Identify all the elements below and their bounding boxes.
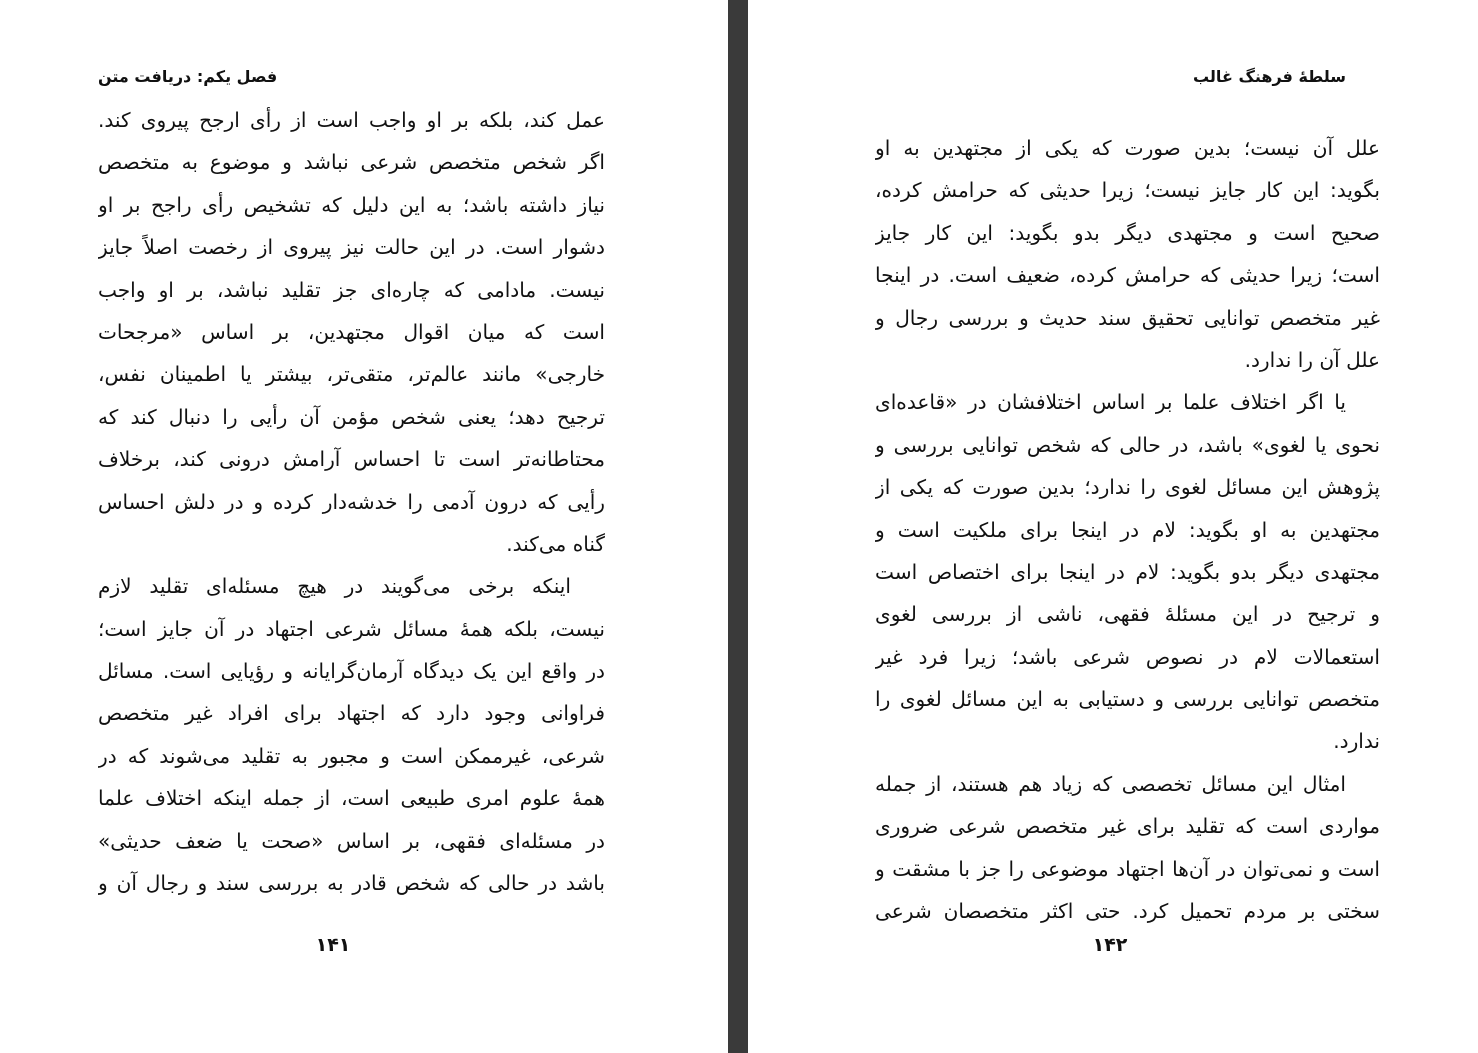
paragraph xyxy=(98,99,605,565)
text-line: ترجیح دهد؛ یعنی شخص مؤمن آن رأیی را دنبال کند که xyxy=(98,404,605,429)
paragraph xyxy=(875,127,1380,381)
left-page xyxy=(0,0,728,1053)
paragraph xyxy=(98,565,605,904)
text-line: خارجی» مانند عالم‌تر، متقی‌تر، بیشتر یا اطمینان نفس، xyxy=(98,362,605,387)
running-header: سلطۀ فرهنگ غالب xyxy=(1192,67,1346,86)
text-line: سختی بر مردم تحمیل کرد. حتی اکثر متخصصان شرعی xyxy=(875,899,1380,924)
text-line: پژوهش این مسائل لغوی را ندارد؛ بدین صورت که یکی از xyxy=(875,475,1380,500)
text-line: مجتهدین به او بگوید: لام در اینجا برای ملکیت است و xyxy=(875,517,1380,542)
text-line: مواردی است که تقلید برای غیر متخصص شرعی ضروری xyxy=(875,814,1380,839)
text-line: نیاز داشته باشد؛ به این دلیل که تشخیص رأی راجح بر او xyxy=(98,192,605,217)
paragraph xyxy=(875,763,1380,933)
page-gutter xyxy=(728,0,748,1053)
text-line: استعمالات لام در نصوص شرعی باشد؛ زیرا فرد غیر xyxy=(875,644,1380,669)
text-line: ندارد. xyxy=(1333,729,1380,754)
text-line: گناه می‌کند. xyxy=(506,531,605,556)
text-line: دشوار است. در این حالت نیز پیروی از رخصت اصلاً جایز xyxy=(98,235,605,260)
text-line: عمل کند، بلکه بر او واجب است از رأی ارجح پیروی کند. xyxy=(98,108,605,132)
text-line: در مسئله‌ای فقهی، بر اساس «صحت یا ضعف حدیثی» xyxy=(98,828,605,853)
text-line: علل آن نیست؛ بدین صورت که یکی از مجتهدین به او xyxy=(875,136,1380,160)
text-line: نحوی یا لغوی» باشد، در حالی که شخص توانایی بررسی و xyxy=(875,432,1380,457)
text-line: شرعی، غیرممکن است و مجبور به تقلید می‌شوند که در xyxy=(98,743,605,768)
text-line: فراوانی وجود دارد که اجتهاد برای افراد غیر متخصص xyxy=(98,701,605,726)
text-line: بگوید: این کار جایز نیست؛ زیرا حدیثی که حرامش کرده، xyxy=(875,178,1380,203)
text-line: اگر شخص متخصص شرعی نباشد و موضوع به متخصص xyxy=(98,150,605,175)
text-line: صحیح است و مجتهدی دیگر بدو بگوید: این کار جایز xyxy=(875,220,1380,245)
text-line: محتاطانه‌تر است تا احساس آرامش درونی کند، برخلاف xyxy=(98,447,605,472)
text-line: متخصص توانایی بررسی و دستیابی به این مسائل لغوی را xyxy=(875,687,1380,712)
running-header: فصل یکم: دریافت متن xyxy=(98,67,278,86)
text-line: علل آن را ندارد. xyxy=(1244,347,1380,372)
text-line: است و نمی‌توان در آن‌ها اجتهاد موضوعی را جز با مشقت و xyxy=(875,856,1380,881)
page-number: ۱۴۱ xyxy=(315,934,351,956)
text-line: اینکه برخی می‌گویند در هیچ مسئله‌ای تقلید لازم xyxy=(98,574,571,599)
text-line: مجتهدی دیگر بدو بگوید: لام در اینجا برای اختصاص است xyxy=(875,559,1380,584)
page-number: ۱۴۲ xyxy=(1092,934,1128,956)
text-line: یا اگر اختلاف علما بر اساس اختلافشان در «قاعده‌ای xyxy=(875,390,1346,415)
text-line: امثال این مسائل تخصصی که زیاد هم هستند، از جمله xyxy=(875,771,1346,796)
text-line: باشد در حالی که شخص قادر به بررسی سند و رجال آن و xyxy=(98,871,605,896)
right-page xyxy=(748,0,1478,1053)
text-line: است که میان اقوال مجتهدین، بر اساس «مرجحات xyxy=(98,319,605,344)
text-line: نیست. مادامی که چاره‌ای جز تقلید نباشد، بر او واجب xyxy=(98,277,605,302)
text-line: نیست، بلکه همۀ مسائل شرعی اجتهاد در آن جایز است؛ xyxy=(98,616,605,641)
text-line: رأیی که درون آدمی را خدشه‌دار کرده و در دلش احساس xyxy=(98,489,605,514)
left-page-text xyxy=(98,99,605,904)
text-line: در واقع این یک دیدگاه آرمان‌گرایانه و رؤیایی است. مسائل xyxy=(98,659,605,684)
text-line: همۀ علوم امری طبیعی است، از جمله اینکه اختلاف علما xyxy=(98,786,605,811)
text-line: است؛ زیرا حدیثی که حرامش کرده، ضعیف است. در اینجا xyxy=(875,263,1380,288)
text-line: غیر متخصص توانایی تحقیق سند حدیث و بررسی رجال و xyxy=(875,305,1380,330)
text-line: و ترجیح در این مسئلۀ فقهی، ناشی از بررسی لغوی xyxy=(875,602,1380,627)
paragraph xyxy=(875,381,1380,763)
right-page-text xyxy=(875,127,1380,932)
